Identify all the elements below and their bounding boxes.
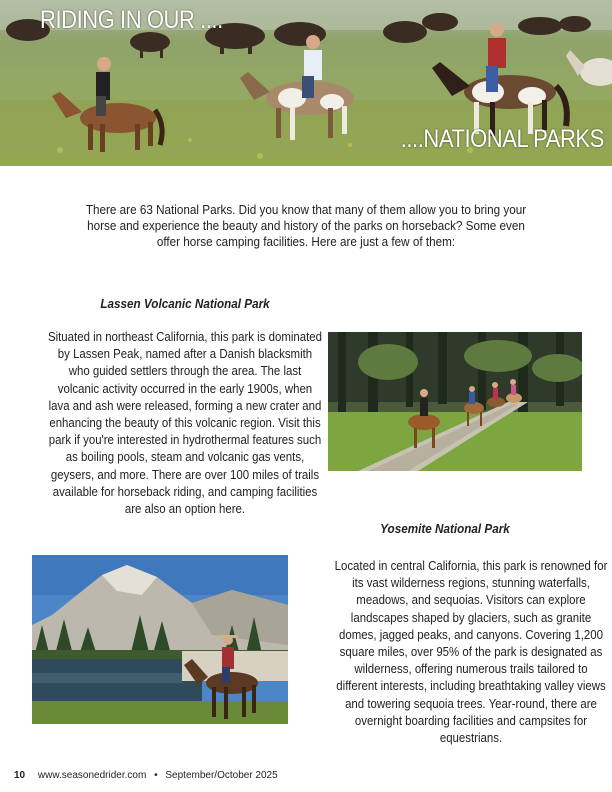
yosemite-body: Located in central California, this park is renowned for its vast wilderness regions, stunning waterfalls, meadows, and sequoias. Visitors can explore landscapes shaped by glaciers, such as granite domes, jagged peaks, and canyons. Covering 1,200 square miles, over 95% of the park is designated as wilderness, offering numerous trails tailored to different interests, including breathtaking valley views and towering sequoia trees. Year-round, there are overnight boarding facilities and campsites for equestrians.	[334, 558, 608, 746]
banner-photo	[0, 0, 612, 166]
page-number: 10	[14, 770, 26, 781]
lassen-heading: Lassen Volcanic National Park	[100, 296, 270, 311]
footer-url[interactable]: www.seasonedrider.com	[37, 770, 147, 781]
photo-rider-by-mountain-lake	[32, 555, 288, 724]
lassen-body: Situated in northeast California, this park is dominated by Lassen Peak, named after a Danish blacksmith who guided settlers through the area. The last volcanic activity occurred in the early 1900s, when lava and ash were released, forming a new crater and enhancing the beauty of this volcanic region. Visit this park if you're interested in hydrothermal features such as boiling pools, steam and volcanic gas vents, geysers, and more. There are over 100 miles of trails available for horseback riding, and camping facilities are also an option here.	[47, 329, 323, 517]
footer-separator: •	[154, 770, 158, 781]
page-footer	[14, 770, 278, 781]
intro-paragraph: There are 63 National Parks. Did you know that many of them allow you to bring your horse and experience the beauty and history of the parks on horseback? Some even offer horse camping facilities. Here are just a few of them:	[85, 202, 527, 249]
footer-issue: September/October 2025	[165, 770, 278, 781]
photo-riders-on-trail	[328, 332, 582, 471]
yosemite-heading: Yosemite National Park	[380, 521, 510, 536]
banner-title-right: ....NATIONAL PARKS	[400, 125, 604, 153]
banner-title-left: RIDING IN OUR ....	[40, 6, 223, 34]
